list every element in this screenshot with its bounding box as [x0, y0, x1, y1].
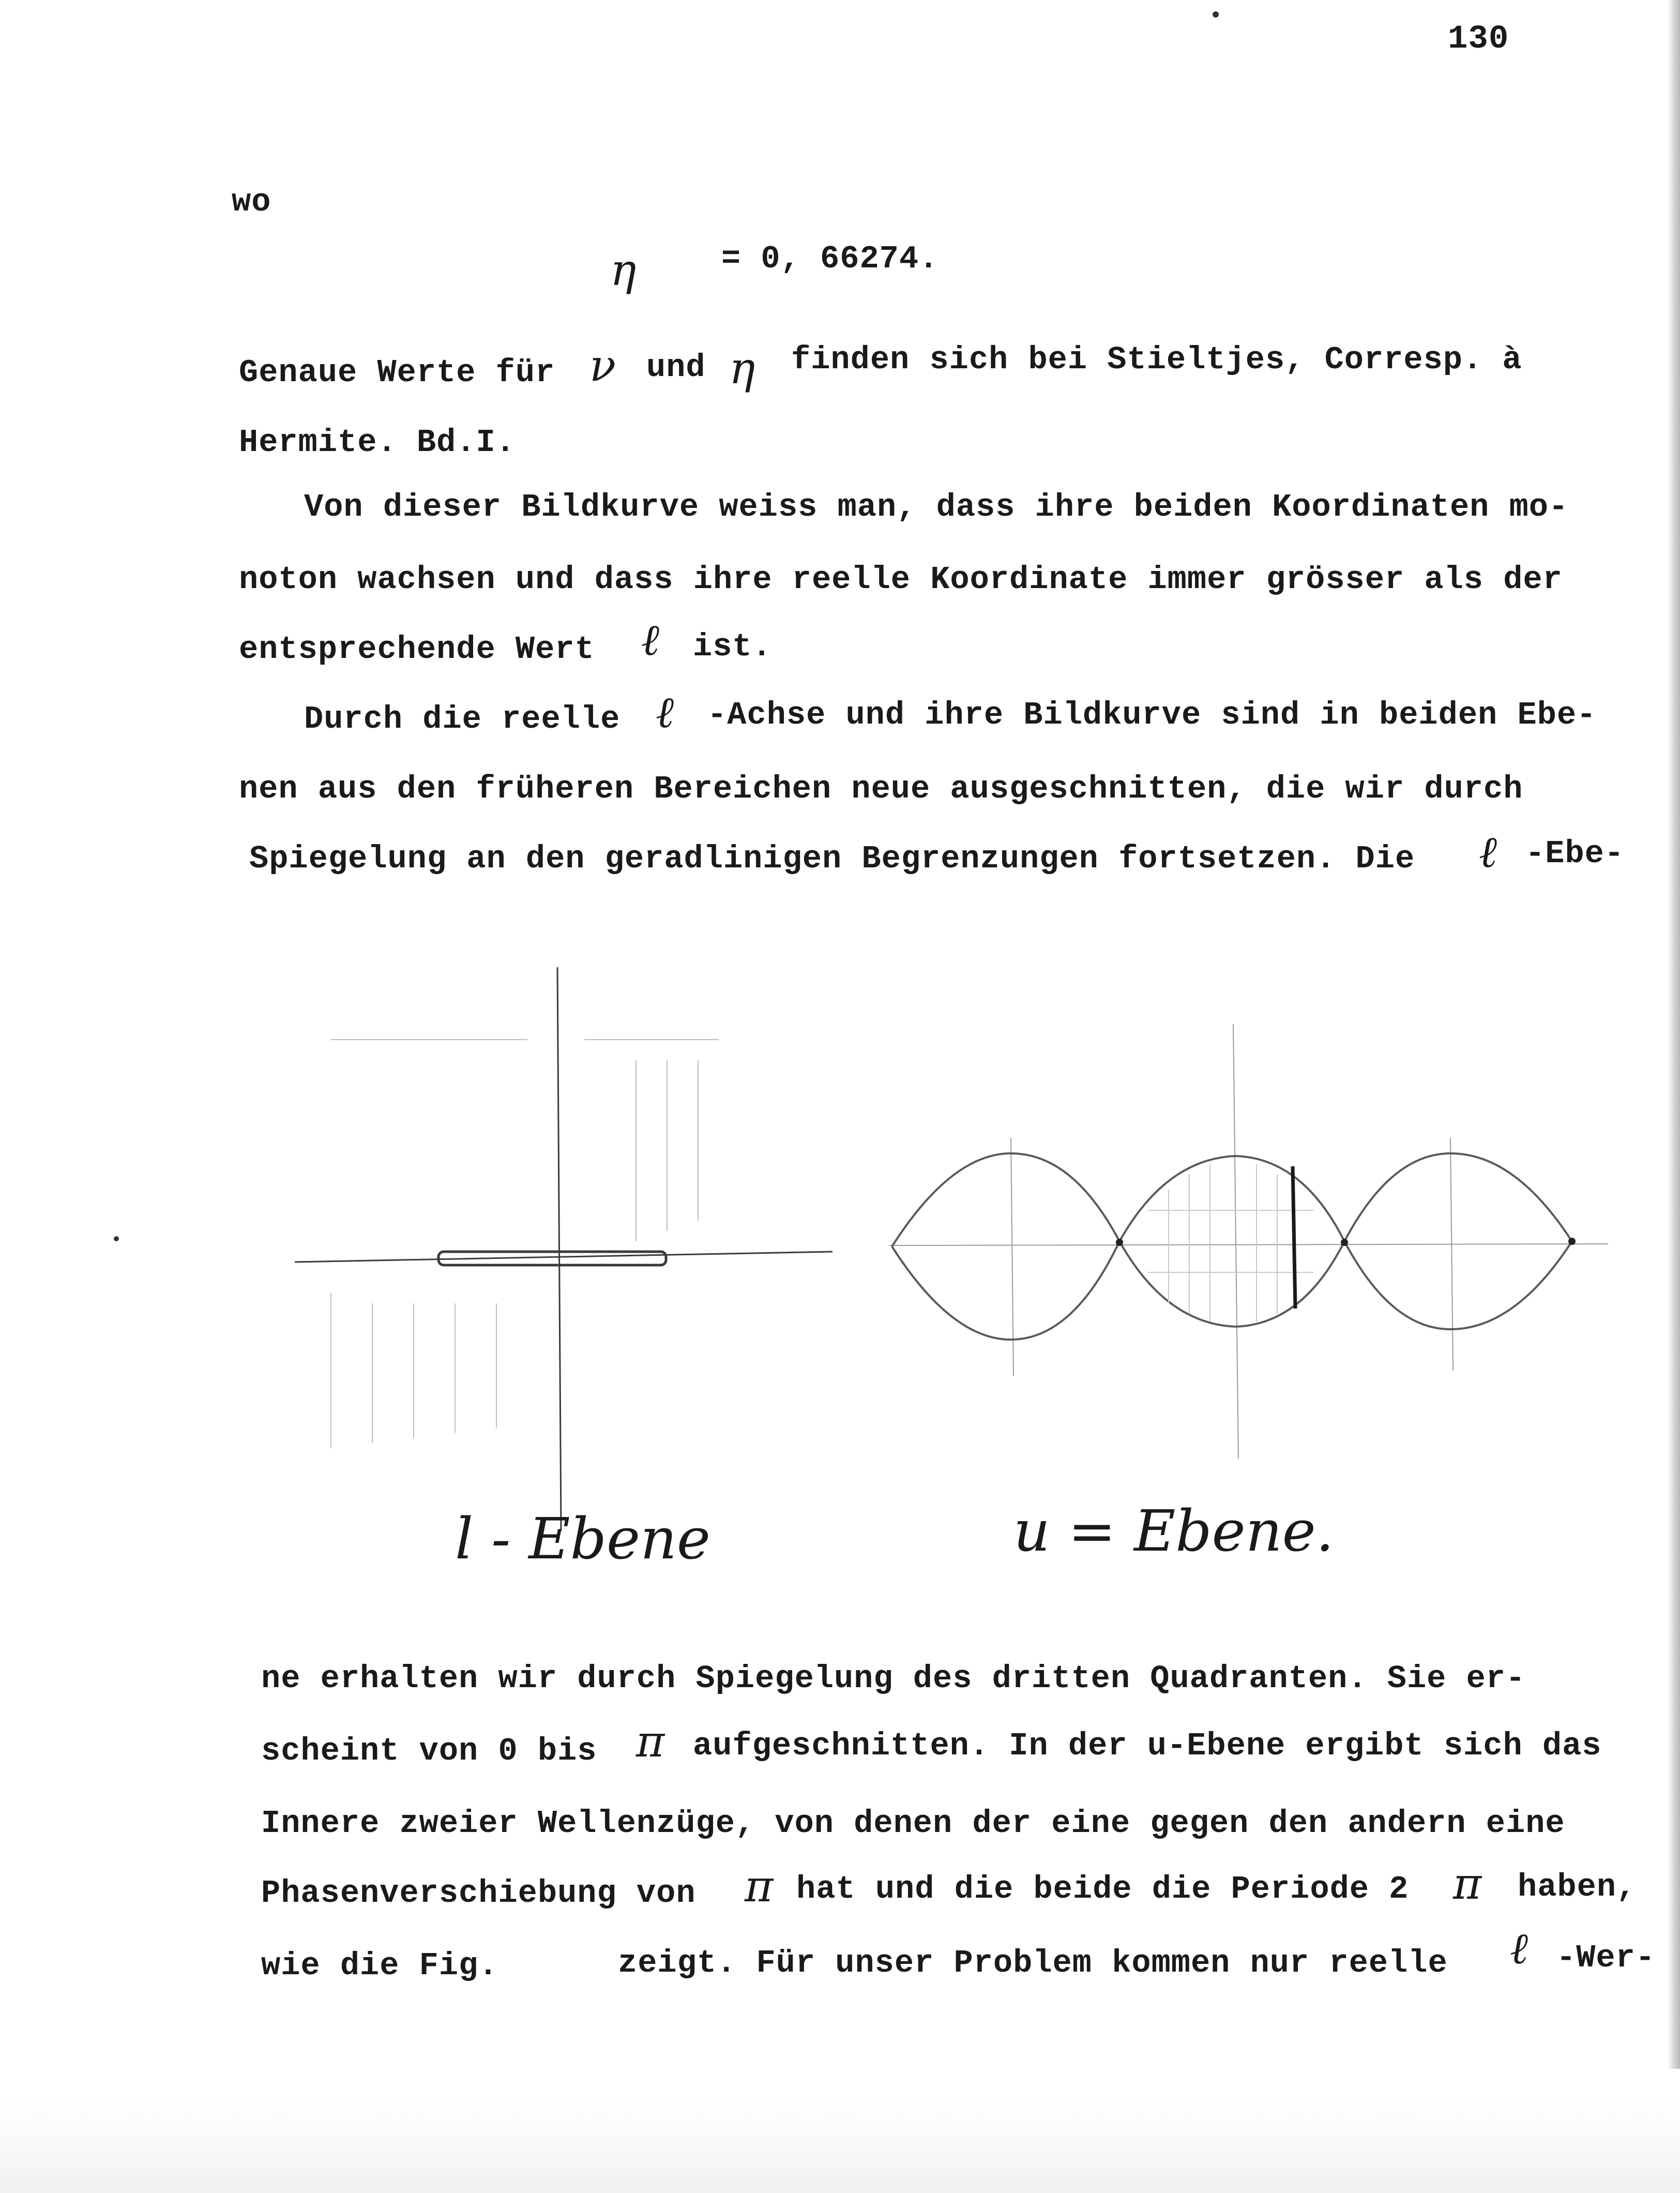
text-line: und [646, 349, 706, 386]
figure-caption-left: l - Ebene [455, 1506, 711, 1572]
text-line: haben, [1518, 1869, 1637, 1905]
l-plane-axes [295, 967, 833, 1531]
text-line: entsprechende Wert [239, 631, 595, 668]
text-line: -Achse und ihre Bildkurve sind in beiden Ebe- [707, 697, 1597, 733]
nu-symbol: ν [589, 340, 617, 391]
text-line: wo [232, 184, 271, 220]
text-line: Spiegelung an den geradlinigen Begrenzungen fortsetzen. Die [249, 840, 1415, 877]
text-line: Genaue Werte für [239, 354, 555, 391]
text-line: Innere zweier Wellenzüge, von denen der eine gegen den andern eine [261, 1805, 1565, 1842]
u-plane-node [1116, 1239, 1123, 1246]
u-plane-node [1568, 1238, 1576, 1245]
text-line: scheint von 0 bis [261, 1733, 597, 1769]
equation-value: = 0, 66274. [721, 241, 939, 277]
ell-symbol: ℓ [641, 614, 660, 665]
text-line: finden sich bei Stieltjes, Corresp. à [791, 341, 1522, 378]
text-line: Von dieser Bildkurve weiss man, dass ihre beiden Koordinaten mo- [304, 489, 1569, 525]
text-line: ist. [693, 628, 772, 665]
u-plane-marker [1293, 1166, 1295, 1309]
text-line: Hermite. Bd.I. [239, 424, 516, 461]
text-line: Phasenverschiebung von [261, 1875, 696, 1912]
text-line: -Ebe- [1525, 835, 1625, 872]
u-plane-hatching [1148, 1164, 1313, 1321]
u-plane-node [1341, 1239, 1348, 1246]
figure-caption-right: u = Ebene. [1013, 1498, 1334, 1564]
text-line: ne erhalten wir durch Spiegelung des dritten Quadranten. Sie er- [261, 1660, 1526, 1697]
ell-symbol: ℓ [1510, 1923, 1528, 1974]
pi-symbol: π [636, 1716, 665, 1767]
text-line: nen aus den früheren Bereichen neue ausgeschnitten, die wir durch [239, 771, 1523, 807]
text-line: zeigt. Für unser Problem kommen nur reelle [618, 1945, 1448, 1981]
eta-symbol: η [729, 343, 756, 394]
text-line: noton wachsen und dass ihre reelle Koordinate immer grösser als der [239, 561, 1563, 598]
u-plane-wave-curves [892, 1153, 1572, 1340]
left-figure-hatching [331, 1040, 719, 1448]
u-plane-axes [889, 1024, 1608, 1459]
text-line: Durch die reelle [304, 701, 620, 738]
ell-symbol: ℓ [1479, 827, 1497, 877]
eta-symbol: η [610, 245, 637, 295]
text-line: wie die Fig. [261, 1947, 498, 1984]
pi-symbol: π [745, 1861, 774, 1912]
pi-symbol: π [1453, 1858, 1482, 1909]
text-line: -Wer- [1556, 1940, 1656, 1976]
text-line: hat und die beide die Periode 2 [796, 1871, 1409, 1907]
text-line: aufgeschnitten. In der u-Ebene ergibt sich das [693, 1728, 1602, 1764]
page-number: 130 [1448, 21, 1509, 58]
ell-symbol: ℓ [656, 687, 674, 738]
